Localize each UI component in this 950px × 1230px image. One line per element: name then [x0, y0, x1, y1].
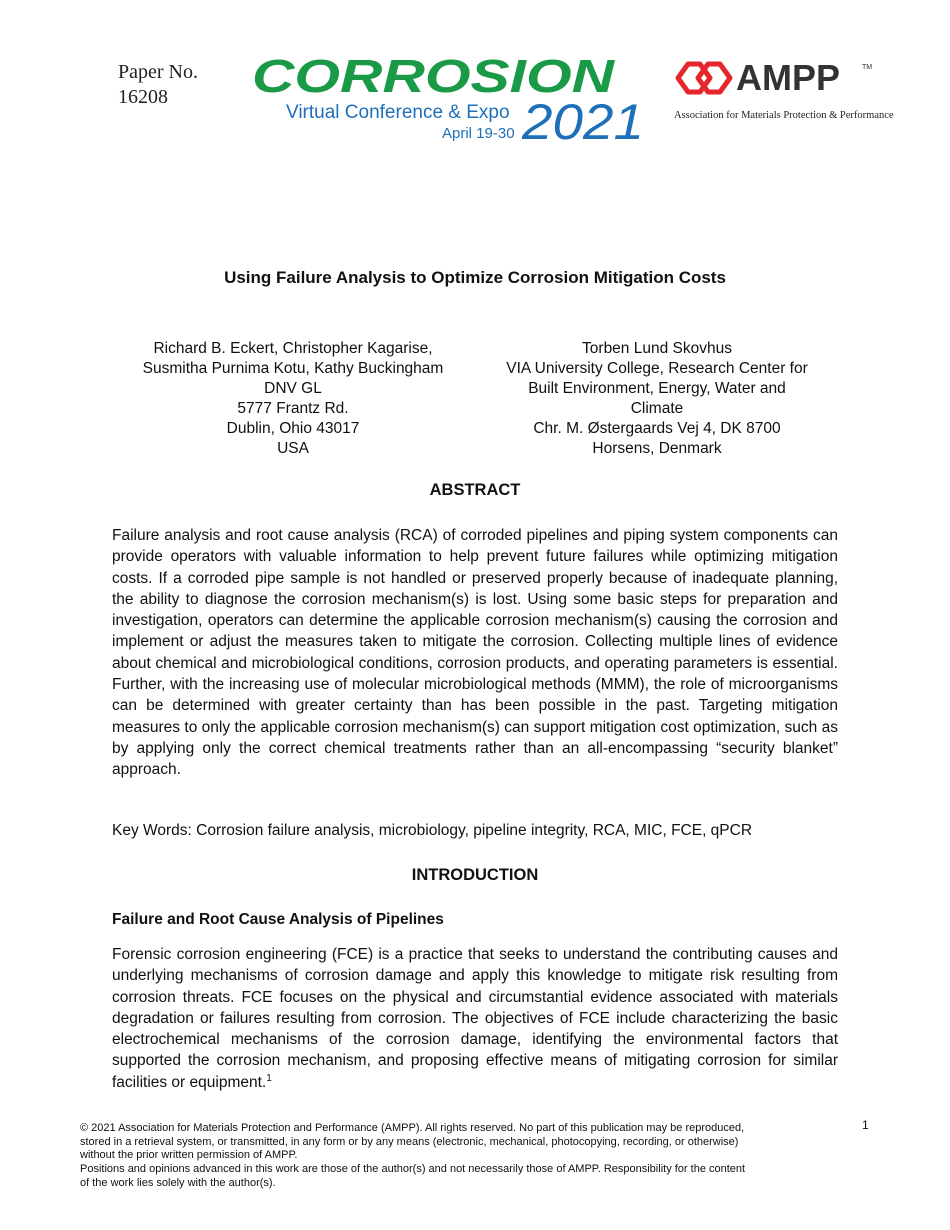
abstract-heading: ABSTRACT [429, 481, 521, 499]
ampp-logo [674, 56, 914, 126]
copyright-line: Positions and opinions advanced in this work are those of the author(s) and not necessarily those of AMPP. Responsibility for the content [80, 1163, 746, 1176]
page-number: 1 [862, 1118, 869, 1132]
affiliation-line: USA [277, 440, 309, 457]
authors-left-block [112, 339, 474, 459]
keywords: Key Words: Corrosion failure analysis, microbiology, pipeline integrity, RCA, MIC, FCE, qPCR [112, 822, 753, 839]
copyright-line: © 2021 Association for Materials Protection and Performance (AMPP). All rights reserved. No part of this publication may be reproduced, [80, 1122, 745, 1134]
authors-right-block [476, 339, 838, 459]
author-line: Torben Lund Skovhus [582, 340, 732, 357]
affiliation-line: Chr. M. Østergaards Vej 4, DK 8700 [533, 420, 781, 437]
conference-dates: April 19-30 [442, 125, 515, 142]
affiliation-line: DNV GL [264, 380, 322, 397]
paper-number [118, 60, 238, 110]
author-line: Susmitha Purnima Kotu, Kathy Buckingham [142, 360, 444, 377]
ampp-tagline: Association for Materials Protection & Performance [674, 110, 894, 121]
affiliation-line: VIA University College, Research Center for [506, 360, 808, 377]
ampp-trademark: TM [862, 64, 873, 71]
copyright-line: of the work lies solely with the author(s). [80, 1176, 276, 1189]
introduction-text [112, 944, 838, 1093]
affiliation-line: Horsens, Denmark [592, 440, 722, 457]
conference-subtitle: Virtual Conference & Expo [286, 102, 510, 123]
affiliation-line: Climate [630, 400, 684, 417]
introduction-heading: INTRODUCTION [411, 866, 539, 884]
corrosion-wordmark: CORROSION [252, 52, 615, 102]
paper-number-value: 16208 [118, 86, 168, 108]
conference-year: 2021 [520, 94, 644, 144]
paper-number-label: Paper No. [118, 61, 198, 83]
author-line: Richard B. Eckert, Christopher Kagarise, [153, 340, 433, 357]
affiliation-line: 5777 Frantz Rd. [237, 400, 349, 417]
section-subheading: Failure and Root Cause Analysis of Pipelines [112, 911, 444, 928]
paper-title: Using Failure Analysis to Optimize Corrosion Mitigation Costs [224, 268, 726, 287]
footnote-ref[interactable]: 1 [266, 1072, 272, 1084]
copyright-line: stored in a retrieval system, or transmitted, in any form or by any means (electronic, mechanical, photocopying, recording, or otherwise) [80, 1135, 739, 1148]
affiliation-line: Built Environment, Energy, Water and [528, 380, 786, 397]
corrosion-2021-logo [250, 52, 650, 144]
copyright-line: without the prior written permission of AMPP. [80, 1149, 298, 1162]
affiliation-line: Dublin, Ohio 43017 [226, 420, 360, 437]
ampp-wordmark: AMPP [736, 57, 841, 98]
copyright-footer [80, 1122, 845, 1191]
ampp-emblem-icon [678, 64, 730, 92]
introduction-paragraph: Forensic corrosion engineering (FCE) is a practice that seeks to understand the contributing causes and underlying mechanisms of corrosion damage and apply this knowledge to mitigate risk resulting from corrosion threats. FCE focuses on the physical and circumstantial evidence associated with materials degradation or failures resulting from corrosion. The objectives of FCE include characterizing the basic electrochemical mechanisms of the corrosion damage, identifying the environmental factors that supported the corrosion mechanism, and proposing effective means of mitigating corrosion for similar facilities or equipment. [112, 946, 838, 1091]
abstract-text: Failure analysis and root cause analysis (RCA) of corroded pipelines and piping system components can provide operators with valuable information to help prevent future failures while optimizing mitigation costs. If a corroded pipe sample is not handled or preserved properly because of inadequate planning, the ability to diagnose the corrosion mechanism(s) is lost. Using some basic steps for preparation and investigation, operators can determine the applicable corrosion mechanism(s) causing the corrosion and implement or adjust the measures taken to mitigate the corrosion. Collecting multiple lines of evidence about chemical and microbiological conditions, corrosion products, and operating parameters is essential. Further, with the increasing use of molecular microbiological methods (MMM), the role of microorganisms can be determined with greater certainty than has been possible in the past. Targeting mitigation measures to only the applicable corrosion mechanism(s) can support mitigation cost optimization, such as by applying only the correct chemical treatments rather than an all-encompassing “security blanket” approach. [112, 527, 838, 779]
